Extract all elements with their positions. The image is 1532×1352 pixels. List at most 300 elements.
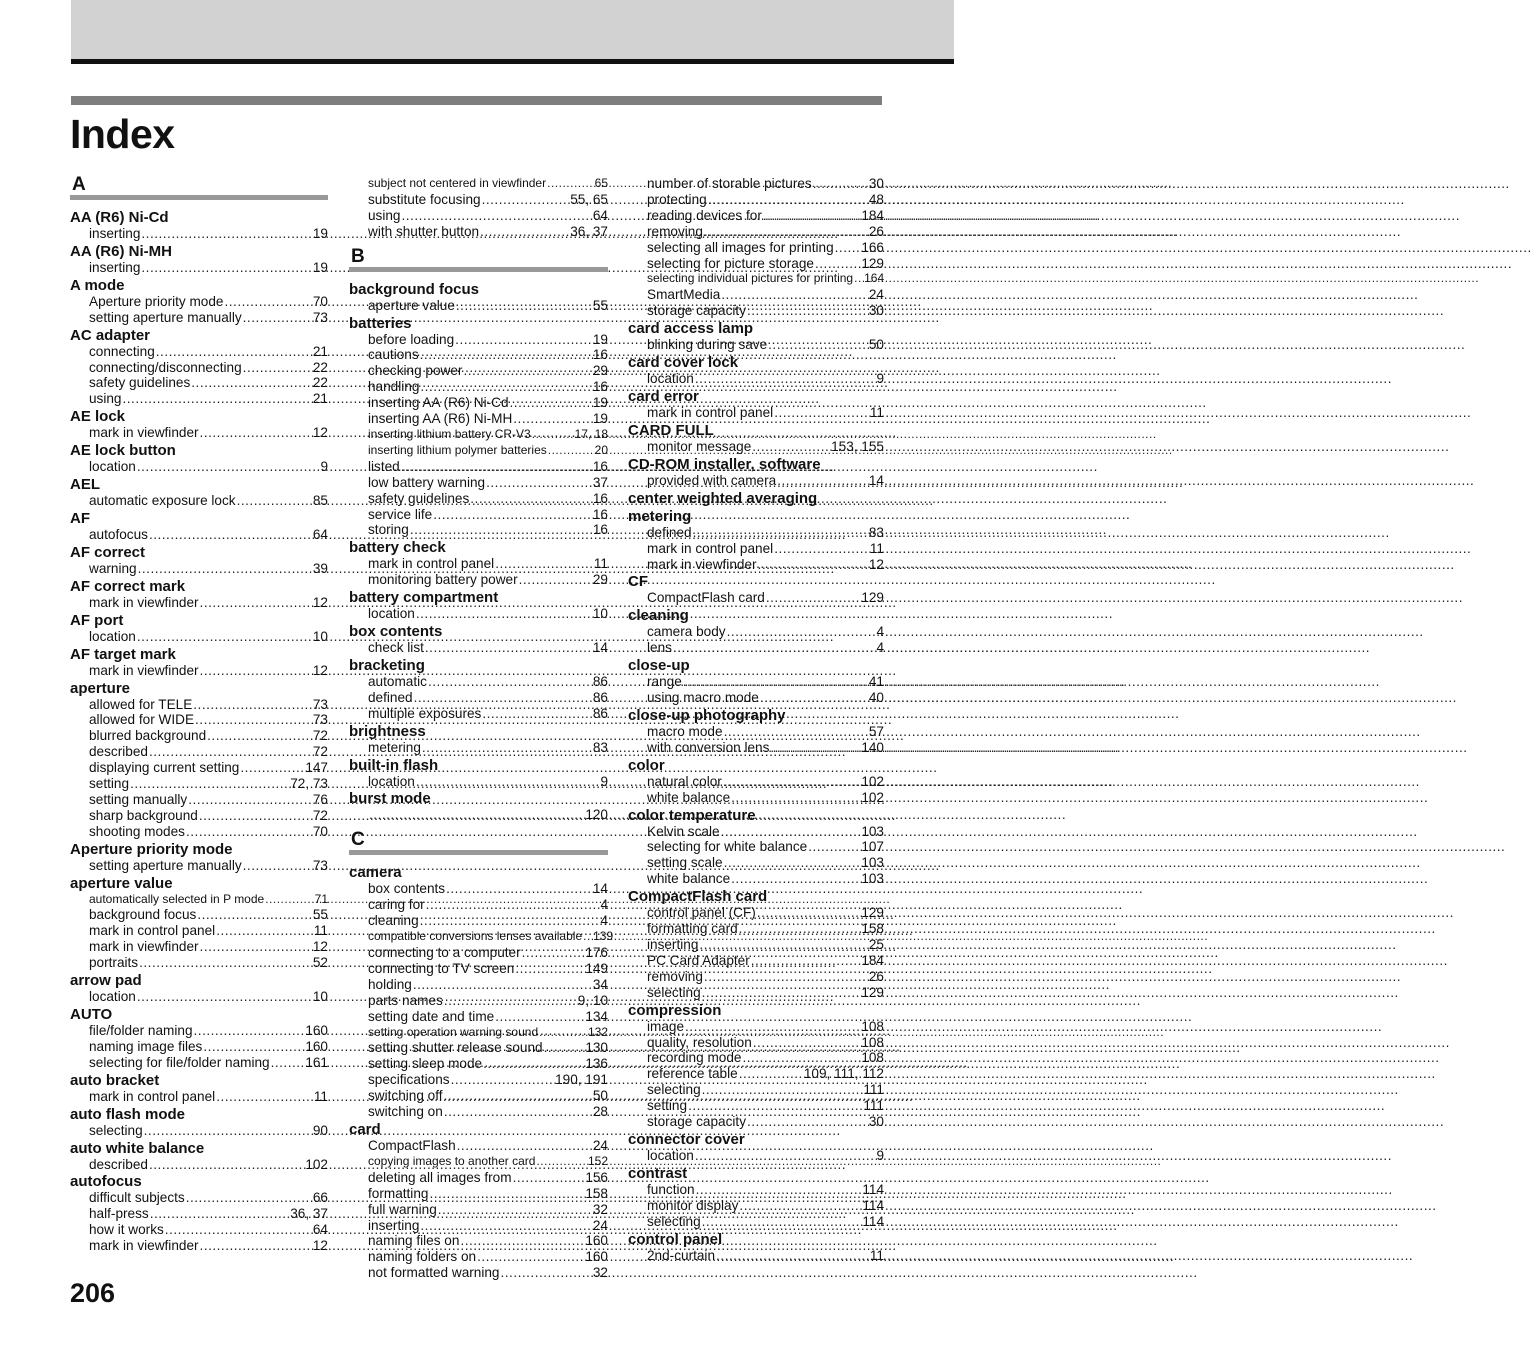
page-reference: 32 — [592, 1201, 608, 1217]
page-reference: 160 — [585, 1233, 608, 1249]
index-subentry — [70, 808, 328, 824]
index-subentry — [628, 774, 884, 790]
index-term: card — [349, 1120, 381, 1138]
title-bar — [71, 96, 882, 105]
page-reference: 64 — [312, 1222, 328, 1238]
page-reference: 36, 37 — [290, 1206, 328, 1222]
page-reference: 73 — [312, 696, 328, 712]
dot-leader — [683, 674, 867, 690]
dot-leader — [522, 945, 584, 961]
subentry-label: selecting — [89, 1122, 143, 1138]
dot-leader — [757, 905, 860, 921]
page-reference: 149 — [585, 960, 608, 976]
header-band — [71, 0, 954, 60]
page-reference: 70 — [312, 293, 328, 309]
subentry-label: camera body — [647, 624, 726, 640]
dot-leader — [742, 1050, 859, 1066]
subentry-label: provided with camera — [647, 472, 777, 488]
dot-leader — [693, 525, 867, 541]
index-subentry — [628, 1066, 884, 1082]
subentry-label: mark in viewfinder — [647, 556, 757, 572]
dot-leader — [751, 953, 860, 969]
index-subentry — [349, 395, 608, 411]
dot-leader — [482, 706, 591, 722]
page-reference: 12 — [312, 594, 328, 610]
dot-leader — [265, 892, 312, 908]
page-reference: 158 — [861, 921, 884, 937]
index-subentry — [628, 208, 884, 224]
index-subentry — [628, 1214, 884, 1230]
subentry-label: switching on — [368, 1104, 443, 1120]
subentry-label: naming files on — [368, 1233, 460, 1249]
dot-leader — [739, 1198, 860, 1214]
index-subentry — [70, 629, 328, 645]
dot-leader — [457, 1138, 591, 1154]
index-subentry — [70, 776, 328, 792]
dot-leader — [149, 527, 311, 543]
index-subentry — [628, 405, 884, 421]
dot-leader — [199, 808, 311, 824]
page-reference: 29 — [592, 572, 608, 588]
index-subentry — [349, 606, 608, 622]
dot-leader — [200, 939, 311, 955]
index-term: battery compartment — [349, 589, 499, 607]
dot-leader — [200, 1238, 311, 1254]
index-subentry — [70, 939, 328, 955]
dot-leader — [495, 556, 592, 572]
page-reference: 108 — [861, 1018, 884, 1034]
dot-leader — [446, 881, 591, 897]
subentry-label: automatically selected in P mode — [89, 891, 265, 906]
subentry-label: removing — [647, 223, 703, 239]
dot-leader — [747, 1114, 867, 1130]
dot-leader — [519, 572, 591, 588]
index-subentry — [349, 640, 608, 656]
subentry-label: monitoring battery power — [368, 572, 518, 588]
index-subentry — [70, 1123, 328, 1139]
dot-leader — [688, 1098, 861, 1114]
index-subentry — [349, 961, 608, 977]
index-subentry — [70, 760, 328, 776]
index-subentry — [70, 824, 328, 840]
index-subentry — [628, 871, 884, 887]
dot-leader — [721, 287, 867, 303]
index-subentry — [349, 363, 608, 379]
dot-leader — [194, 1023, 304, 1039]
index-subentry — [628, 1098, 884, 1114]
subentry-label: specifications — [368, 1072, 450, 1088]
index-subentry — [349, 1040, 608, 1056]
dot-leader — [854, 271, 862, 287]
subentry-label: switching off — [368, 1088, 443, 1104]
index-term: cleaning — [628, 607, 689, 625]
index-term: AC adapter — [70, 326, 151, 344]
subentry-label: shooting modes — [89, 823, 185, 839]
index-subentry — [70, 493, 328, 509]
section-rule — [349, 267, 608, 272]
index-subentry — [349, 475, 608, 491]
index-subentry — [70, 1055, 328, 1071]
index-subentry — [70, 858, 328, 874]
page-reference: 129 — [861, 255, 884, 271]
subentry-label: Aperture priority mode — [89, 293, 224, 309]
index-subentry — [349, 459, 608, 475]
index-subentry — [349, 1154, 608, 1170]
page-reference: 4 — [600, 913, 608, 929]
page-reference: 111 — [863, 1082, 884, 1098]
index-subentry — [628, 724, 884, 740]
page-reference: 16 — [592, 458, 608, 474]
section-letter: A — [72, 174, 86, 195]
page-reference: 41 — [868, 674, 884, 690]
index-term: AF — [70, 509, 90, 527]
subentry-label: selecting individual pictures for printing — [647, 271, 854, 286]
index-term: CARD FULL — [628, 421, 714, 439]
dot-leader — [433, 507, 591, 523]
index-subentry — [70, 1023, 328, 1039]
subentry-label: before loading — [368, 331, 455, 347]
page-reference: 103 — [861, 871, 884, 887]
section-rule — [349, 850, 608, 855]
index-term: metering — [628, 507, 692, 525]
index-subentry — [628, 674, 884, 690]
page-reference: 16 — [592, 490, 608, 506]
dot-leader — [699, 937, 866, 953]
page-reference: 70 — [312, 823, 328, 839]
page-reference: 130 — [585, 1040, 608, 1056]
subentry-label: allowed for TELE — [89, 696, 193, 712]
subentry-label: connecting/disconnecting — [89, 359, 242, 375]
page-reference: 152 — [587, 1153, 608, 1168]
index-subentry — [70, 792, 328, 808]
page-reference: 83 — [592, 739, 608, 755]
subentry-label: CompactFlash — [368, 1137, 456, 1153]
dot-leader — [460, 1233, 583, 1249]
index-subentry — [628, 790, 884, 806]
index-subentry — [349, 1202, 608, 1218]
index-subentry — [70, 1157, 328, 1173]
dot-leader — [420, 379, 590, 395]
page-reference: 65 — [594, 176, 608, 190]
subentry-label: using — [89, 391, 122, 407]
page-reference: 24 — [868, 287, 884, 303]
page-reference: 73 — [312, 309, 328, 325]
dot-leader — [193, 697, 311, 713]
index-subentry — [628, 557, 884, 573]
dot-leader — [224, 294, 310, 310]
dot-leader — [510, 395, 591, 411]
subentry-label: checking power — [368, 363, 463, 379]
index-subentry — [349, 1218, 608, 1234]
subentry-label: automatic exposure lock — [89, 493, 236, 509]
index-term: close-up — [628, 657, 690, 675]
dot-leader — [425, 640, 591, 656]
index-subentry — [349, 1249, 608, 1265]
subentry-label: mark in viewfinder — [89, 662, 199, 678]
page-reference: 25 — [868, 937, 884, 952]
page-reference: 55 — [312, 907, 328, 923]
index-term: AA (R6) Ni-MH — [70, 242, 172, 260]
dot-leader — [774, 541, 868, 557]
subentry-label: listed — [368, 458, 400, 474]
index-subentry — [349, 1072, 608, 1088]
dot-leader — [708, 192, 867, 208]
dot-leader — [724, 724, 867, 740]
page-reference: 19 — [312, 259, 328, 275]
page-reference: 19 — [592, 395, 608, 411]
subentry-label: white balance — [647, 871, 731, 887]
subentry-label: location — [647, 1147, 694, 1163]
page-reference: 66 — [312, 1190, 328, 1206]
subentry-label: full warning — [368, 1201, 437, 1217]
dot-leader — [704, 969, 867, 985]
dot-leader — [463, 363, 590, 379]
index-subentry — [628, 839, 884, 855]
index-subentry — [70, 955, 328, 971]
subentry-label: selecting — [647, 984, 701, 1000]
index-subentry — [349, 674, 608, 690]
dot-leader — [721, 824, 860, 840]
index-term: brightness — [349, 722, 426, 740]
page-reference: 190, 191 — [555, 1072, 608, 1088]
index-term: card cover lock — [628, 354, 739, 372]
subentry-label: low battery warning — [368, 474, 486, 490]
index-term: close-up photography — [628, 706, 786, 724]
dot-leader — [243, 360, 311, 376]
subentry-label: substitute focusing — [368, 191, 481, 207]
subentry-label: defined — [647, 524, 692, 540]
page-reference: 17, 18 — [574, 426, 608, 441]
page-reference: 86 — [592, 705, 608, 721]
dot-leader — [702, 985, 860, 1001]
subentry-label: setting aperture manually — [89, 857, 242, 873]
page-reference: 107 — [861, 839, 884, 855]
page-reference: 158 — [585, 1185, 608, 1201]
dot-leader — [513, 1170, 584, 1186]
dot-leader — [197, 907, 311, 923]
subentry-label: storage capacity — [647, 1114, 746, 1130]
subentry-label: mark in viewfinder — [89, 939, 199, 955]
dot-leader — [438, 1202, 591, 1218]
subentry-label: mark in viewfinder — [89, 594, 199, 610]
subentry-label: location — [368, 606, 415, 622]
subentry-label: setting — [89, 776, 130, 792]
page-reference: 156 — [585, 1169, 608, 1185]
page-reference: 29 — [592, 363, 608, 379]
index-term: AEL — [70, 476, 100, 494]
page-reference: 57 — [868, 723, 884, 739]
dot-leader — [480, 224, 568, 240]
page-reference: 52 — [312, 955, 328, 971]
index-column-1 — [70, 176, 328, 1254]
page-reference: 161 — [305, 1054, 328, 1070]
index-term: batteries — [349, 314, 412, 332]
index-term: background focus — [349, 280, 480, 298]
dot-leader — [536, 1154, 586, 1170]
subentry-label: blinking during save — [647, 337, 768, 353]
page-reference: 22 — [312, 359, 328, 375]
dot-leader — [752, 439, 829, 455]
subentry-label: selecting all images for printing — [647, 239, 834, 255]
page-reference: 36, 37 — [570, 223, 608, 239]
subentry-label: setting operation warning sound — [368, 1024, 539, 1039]
index-subentry — [70, 697, 328, 713]
subentry-label: PC Card Adapter — [647, 952, 750, 968]
index-subentry — [628, 303, 884, 319]
index-subentry — [349, 1233, 608, 1249]
dot-leader — [835, 240, 860, 256]
dot-leader — [763, 208, 859, 224]
page-reference: 72 — [312, 744, 328, 760]
subentry-label: number of storable pictures — [647, 176, 812, 191]
subentry-label: metering — [368, 739, 421, 755]
index-subentry — [349, 929, 614, 945]
index-term: AUTO — [70, 1006, 113, 1023]
dot-leader — [685, 1019, 859, 1035]
dot-leader — [500, 1265, 590, 1281]
index-subentry — [349, 427, 608, 443]
page-reference: 16 — [592, 379, 608, 395]
page-reference: 4 — [600, 897, 608, 913]
subentry-label: range — [647, 674, 682, 690]
dot-leader — [414, 690, 591, 706]
page-reference: 30 — [868, 1114, 884, 1130]
subentry-label: selecting for white balance — [647, 839, 808, 855]
index-subentry — [70, 923, 328, 939]
page-reference: 9, 10 — [577, 992, 608, 1008]
subentry-label: cleaning — [368, 913, 419, 929]
dot-leader — [544, 1040, 584, 1056]
subentry-label: not formatted warning — [368, 1265, 500, 1281]
index-term: CompactFlash card — [628, 888, 768, 906]
index-subentry — [349, 977, 608, 993]
index-subentry — [349, 881, 608, 897]
page-reference: 40 — [868, 690, 884, 706]
page-reference: 50 — [868, 337, 884, 353]
index-subentry — [628, 439, 884, 455]
index-term: AF target mark — [70, 645, 176, 663]
subentry-label: selecting — [647, 1082, 701, 1098]
index-subentry — [349, 774, 608, 790]
subentry-label: location — [89, 989, 136, 1005]
subentry-label: mark in viewfinder — [89, 425, 199, 441]
index-subentry — [628, 176, 884, 192]
subentry-label: parts names — [368, 992, 443, 1008]
dot-leader — [207, 728, 311, 744]
dot-leader — [731, 871, 859, 887]
subentry-label: using macro mode — [647, 690, 759, 706]
page-reference: 12 — [868, 556, 884, 572]
dot-leader — [422, 740, 591, 756]
dot-leader — [186, 1190, 311, 1206]
subentry-label: sharp background — [89, 807, 198, 823]
dot-leader — [402, 208, 591, 224]
index-subentry — [628, 855, 884, 871]
page-reference: 76 — [312, 791, 328, 807]
index-subentry — [70, 712, 328, 728]
page-reference: 24 — [592, 1217, 608, 1233]
subentry-label: natural color — [647, 773, 722, 789]
page-reference: 184 — [861, 952, 884, 968]
index-term: auto white balance — [70, 1139, 205, 1157]
page-reference: 86 — [592, 673, 608, 689]
dot-leader — [426, 897, 599, 913]
subentry-label: deleting all images from — [368, 1169, 512, 1185]
dot-leader — [420, 1218, 590, 1234]
index-subentry — [349, 1088, 608, 1104]
index-subentry — [349, 913, 608, 929]
index-subentry — [349, 690, 608, 706]
subentry-label: with shutter button — [368, 223, 480, 239]
subentry-label: box contents — [368, 881, 446, 897]
page-reference: 109, 111, 112 — [803, 1066, 884, 1082]
dot-leader — [483, 1056, 583, 1072]
page-reference: 160 — [585, 1249, 608, 1265]
page-reference: 114 — [862, 1213, 884, 1229]
dot-leader — [673, 640, 875, 656]
page-reference: 9 — [876, 371, 884, 387]
page-reference: 30 — [868, 176, 884, 191]
subentry-label: reading devices for — [647, 207, 762, 223]
index-subentry — [70, 226, 328, 242]
index-term: contrast — [628, 1164, 688, 1182]
dot-leader — [200, 595, 311, 611]
subentry-label: compatible conversions lenses available — [368, 929, 583, 944]
subentry-label: setting sleep mode — [368, 1056, 483, 1072]
page-reference: 64 — [312, 526, 328, 542]
index-subentry — [628, 1148, 884, 1164]
subentry-label: cautions — [368, 347, 419, 363]
index-term: auto bracket — [70, 1071, 160, 1089]
index-subentry — [349, 411, 608, 427]
index-subentry — [628, 1019, 884, 1035]
dot-leader — [482, 192, 569, 208]
index-subentry — [628, 541, 884, 557]
index-subentry — [628, 287, 884, 303]
index-subentry — [349, 1025, 608, 1041]
index-subentry — [628, 824, 884, 840]
dot-leader — [203, 1039, 303, 1055]
subentry-label: SmartMedia — [647, 287, 721, 303]
page-reference: 9 — [876, 1147, 884, 1163]
index-subentry — [628, 473, 884, 489]
index-term: CF — [628, 573, 648, 591]
page-reference: 11 — [869, 540, 884, 556]
page-reference: 72 — [312, 728, 328, 744]
page-reference: 134 — [585, 1008, 608, 1024]
subentry-label: selecting — [647, 1213, 701, 1229]
dot-leader — [532, 427, 573, 443]
dot-leader — [702, 1214, 861, 1230]
subentry-label: formatting card — [647, 921, 738, 937]
dot-leader — [760, 690, 867, 706]
index-term: autofocus — [70, 1173, 142, 1191]
index-subentry — [70, 425, 328, 441]
index-column-2 — [349, 176, 614, 1281]
subentry-label: function — [647, 1181, 695, 1197]
dot-leader — [149, 744, 311, 760]
subentry-label: naming image files — [89, 1038, 203, 1054]
page-reference: 164 — [864, 271, 885, 286]
index-term: center weighted averaging — [628, 489, 818, 507]
index-term: CD-ROM installer, software — [628, 455, 821, 473]
dot-leader — [156, 344, 311, 360]
dot-leader — [808, 839, 859, 855]
index-subentry — [349, 507, 608, 523]
page-reference: 85 — [312, 493, 328, 509]
page-reference: 129 — [861, 590, 884, 606]
index-term: AA (R6) Ni-Cd — [70, 209, 169, 226]
